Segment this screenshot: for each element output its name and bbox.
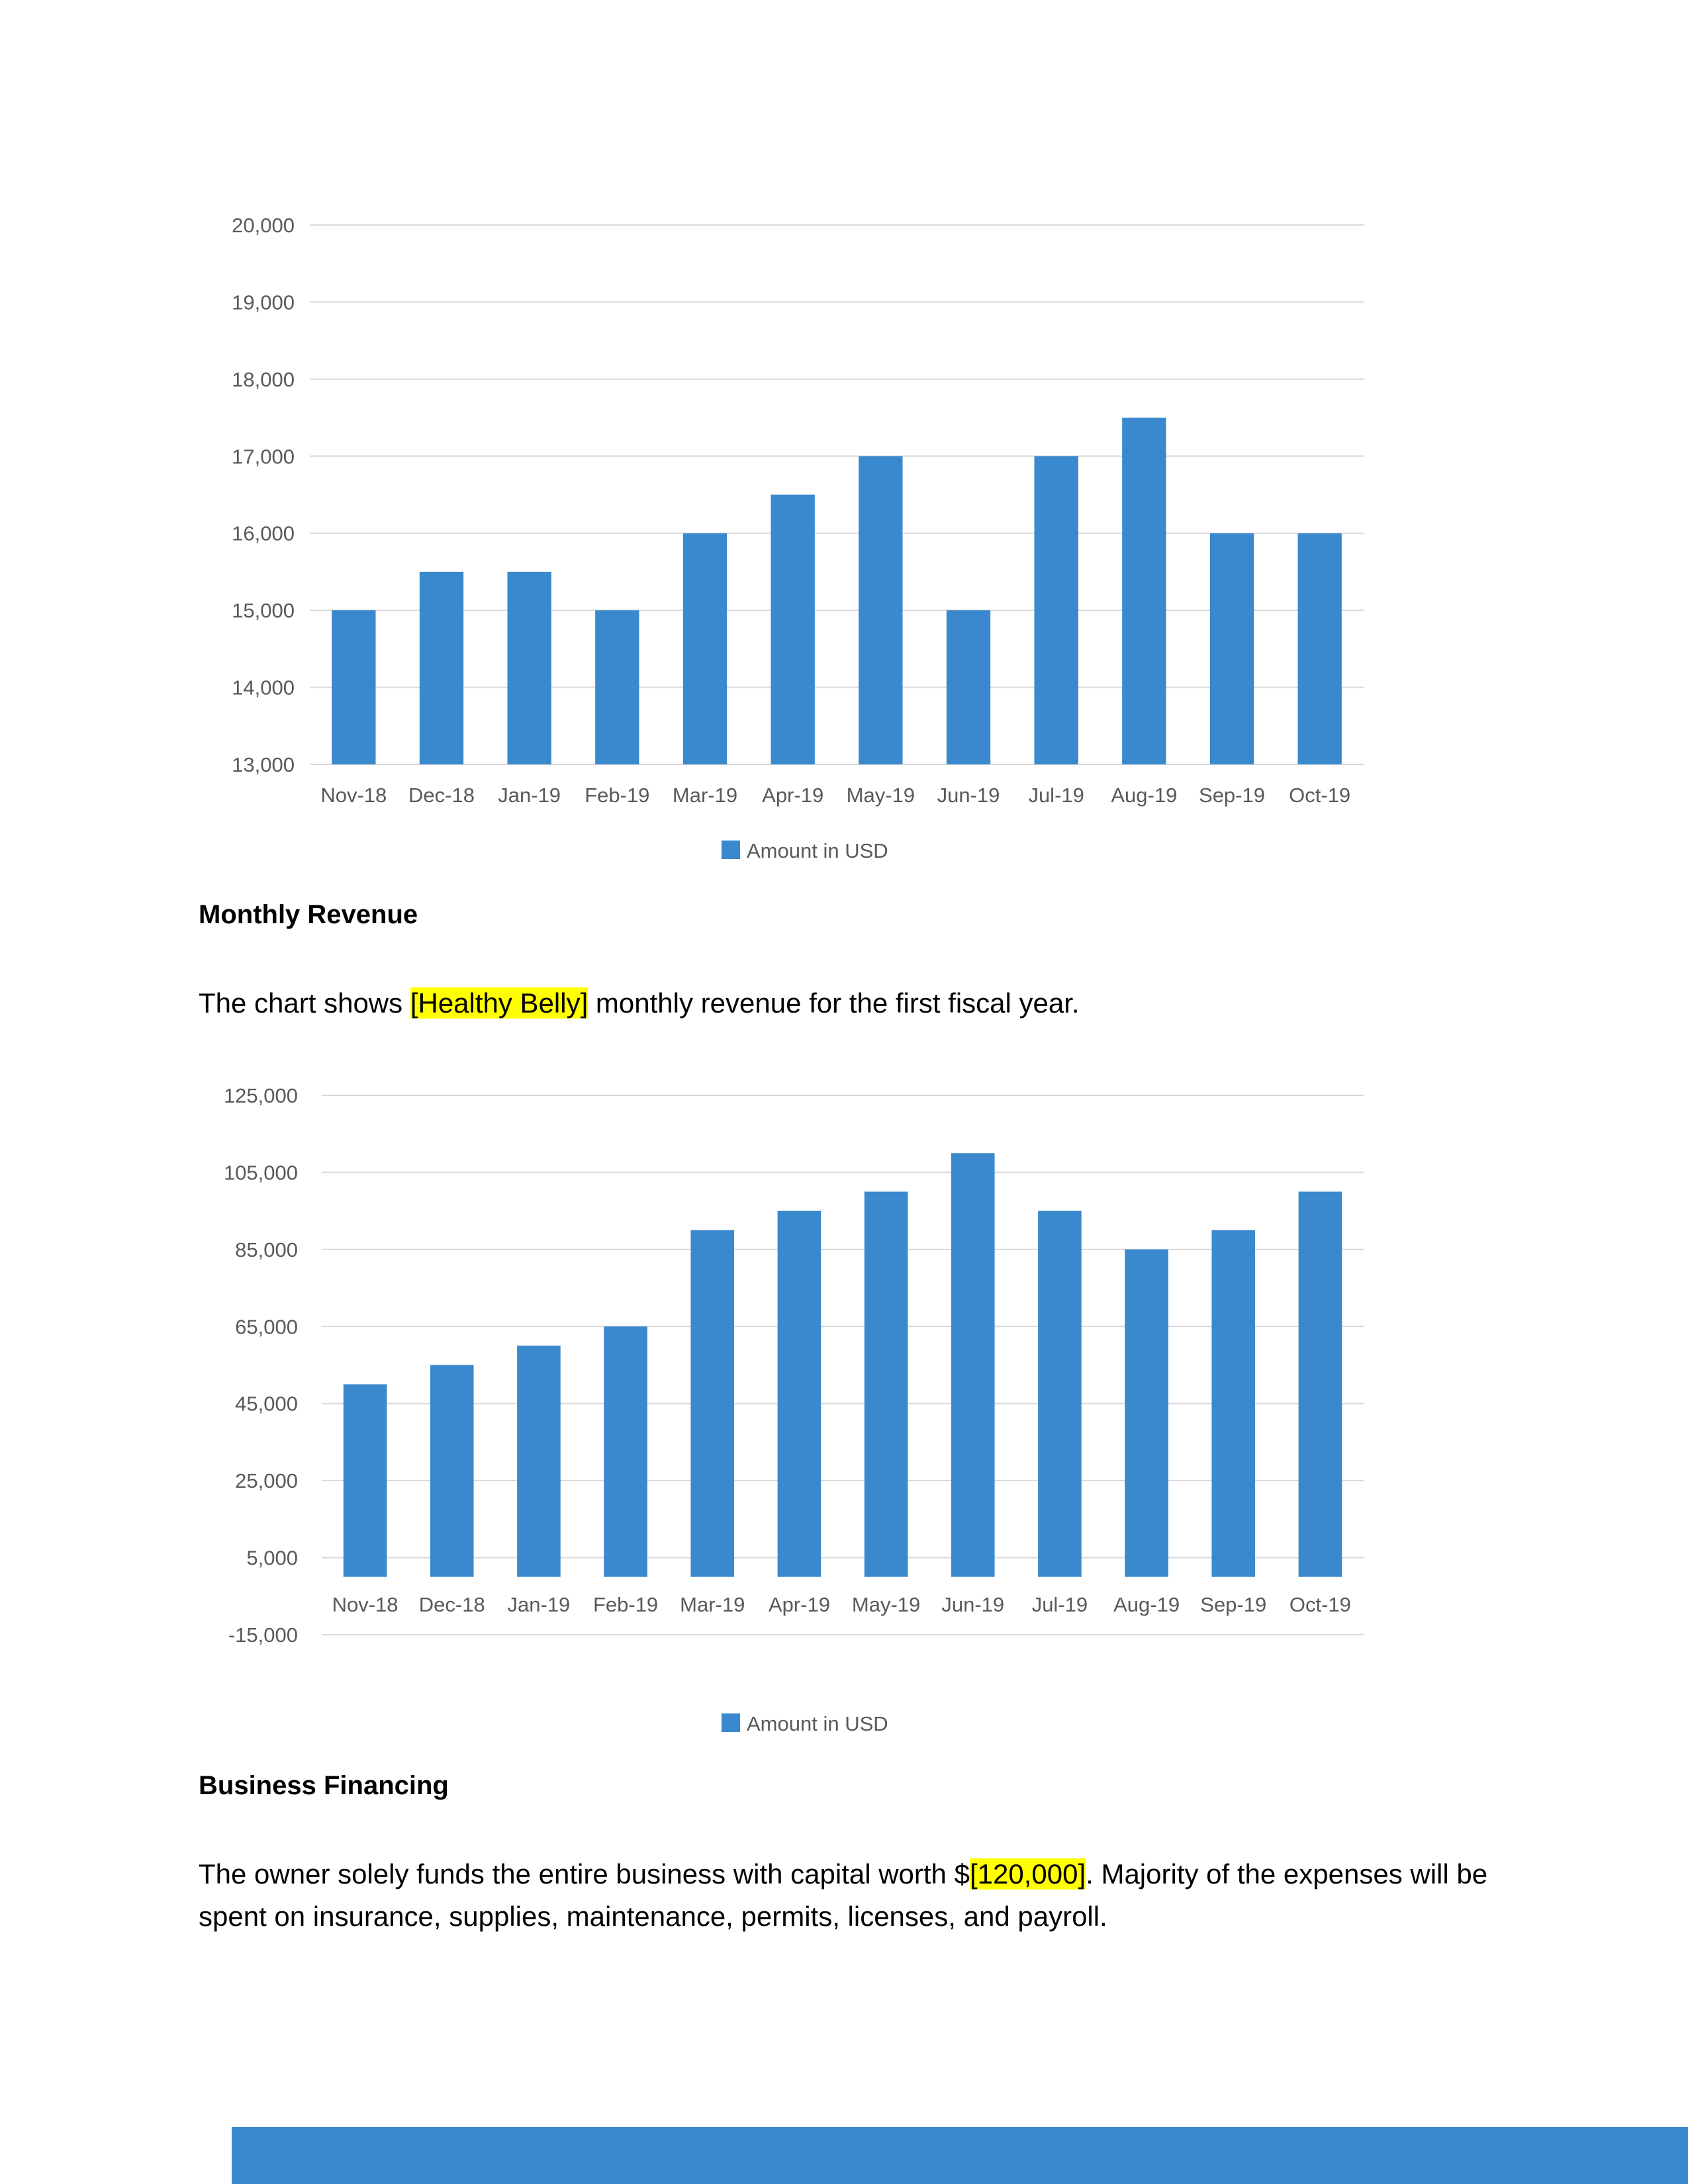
legend-swatch (722, 841, 740, 859)
bar-nov-18 (344, 1385, 387, 1577)
bar-dec-18 (420, 572, 463, 764)
x-tick-label: Nov-18 (320, 784, 387, 807)
x-tick-label: Dec-18 (418, 1593, 485, 1616)
y-tick-label: 65,000 (235, 1315, 298, 1339)
x-tick-label: Jan-19 (507, 1593, 571, 1616)
y-tick-label: 19,000 (232, 291, 295, 314)
x-tick-label: Oct-19 (1289, 1593, 1351, 1616)
x-tick-label: Sep-19 (1200, 1593, 1267, 1616)
x-tick-label: Jul-19 (1028, 784, 1084, 807)
y-tick-label: 85,000 (235, 1238, 298, 1261)
y-tick-label: 5,000 (246, 1546, 298, 1570)
x-tick-label: May-19 (851, 1593, 921, 1616)
bar-jan-19 (508, 572, 551, 764)
x-tick-label: Mar-19 (672, 784, 738, 807)
x-tick-label: Jul-19 (1031, 1593, 1088, 1616)
bar-sep-19 (1210, 533, 1254, 764)
paragraph-text: monthly revenue for the first fiscal year. (588, 987, 1080, 1019)
x-tick-label: Aug-19 (1111, 784, 1178, 807)
x-tick-label: Apr-19 (768, 1593, 830, 1616)
x-tick-label: Apr-19 (762, 784, 824, 807)
bar-jan-19 (517, 1345, 561, 1576)
x-tick-label: Oct-19 (1289, 784, 1351, 807)
paragraph-text: The chart shows (199, 987, 410, 1019)
x-tick-label: Mar-19 (680, 1593, 745, 1616)
revenue-bar-chart (199, 1069, 1390, 1754)
bar-mar-19 (690, 1230, 734, 1577)
bar-may-19 (859, 456, 902, 764)
expenses-bar-chart (199, 199, 1390, 880)
bar-dec-18 (430, 1365, 474, 1577)
x-tick-label: Dec-18 (408, 784, 475, 807)
legend-label: Amount in USD (747, 1712, 888, 1735)
x-tick-label: Jun-19 (937, 784, 1000, 807)
business-financing-paragraph (199, 1853, 1509, 1938)
highlight-placeholder: [Healthy Belly] (410, 987, 588, 1019)
bar-aug-19 (1125, 1250, 1168, 1577)
bar-feb-19 (595, 610, 639, 764)
highlight-placeholder: [120,000] (969, 1858, 1086, 1889)
monthly-revenue-paragraph (199, 982, 1509, 1024)
x-tick-label: Jan-19 (498, 784, 561, 807)
y-tick-label: -15,000 (228, 1623, 298, 1647)
bar-nov-18 (332, 610, 375, 764)
y-tick-label: 45,000 (235, 1392, 298, 1416)
x-tick-label: Aug-19 (1113, 1593, 1180, 1616)
x-tick-label: Feb-19 (592, 1593, 659, 1616)
x-tick-label: Nov-18 (332, 1593, 399, 1616)
bar-jul-19 (1035, 456, 1078, 764)
chart-svg (199, 1069, 1390, 1754)
bar-aug-19 (1122, 418, 1166, 764)
y-tick-label: 125,000 (223, 1084, 298, 1107)
bar-jun-19 (947, 610, 990, 764)
y-tick-label: 20,000 (232, 214, 295, 237)
bar-oct-19 (1299, 1192, 1342, 1577)
bar-oct-19 (1298, 533, 1342, 764)
paragraph-text: The owner solely funds the entire business with capital worth $ (199, 1858, 970, 1889)
y-tick-label: 13,000 (232, 753, 295, 776)
y-tick-label: 18,000 (232, 367, 295, 391)
y-tick-label: 15,000 (232, 599, 295, 623)
business-financing-heading: Business Financing (199, 1771, 449, 1800)
x-tick-label: May-19 (846, 784, 915, 807)
bar-feb-19 (604, 1326, 647, 1576)
bar-apr-19 (778, 1211, 821, 1577)
y-tick-label: 14,000 (232, 676, 295, 700)
paragraph-text: . Majority of the expenses will be spent on insurance, supplies, maintenance, permits, licenses, and payroll. (199, 1858, 1488, 1932)
bar-jun-19 (951, 1153, 995, 1576)
x-tick-label: Sep-19 (1199, 784, 1265, 807)
y-tick-label: 25,000 (235, 1469, 298, 1493)
monthly-revenue-heading: Monthly Revenue (199, 900, 418, 929)
bar-may-19 (865, 1192, 908, 1577)
bar-sep-19 (1211, 1230, 1255, 1577)
bar-mar-19 (683, 533, 727, 764)
y-tick-label: 105,000 (223, 1161, 298, 1185)
footer-bar (232, 2127, 1688, 2184)
legend-swatch (722, 1713, 740, 1732)
legend-label: Amount in USD (747, 839, 888, 862)
bar-jul-19 (1038, 1211, 1082, 1577)
y-tick-label: 16,000 (232, 522, 295, 545)
chart-svg (199, 199, 1390, 880)
x-tick-label: Feb-19 (585, 784, 650, 807)
y-tick-label: 17,000 (232, 445, 295, 469)
bar-apr-19 (771, 495, 815, 765)
x-tick-label: Jun-19 (941, 1593, 1005, 1616)
